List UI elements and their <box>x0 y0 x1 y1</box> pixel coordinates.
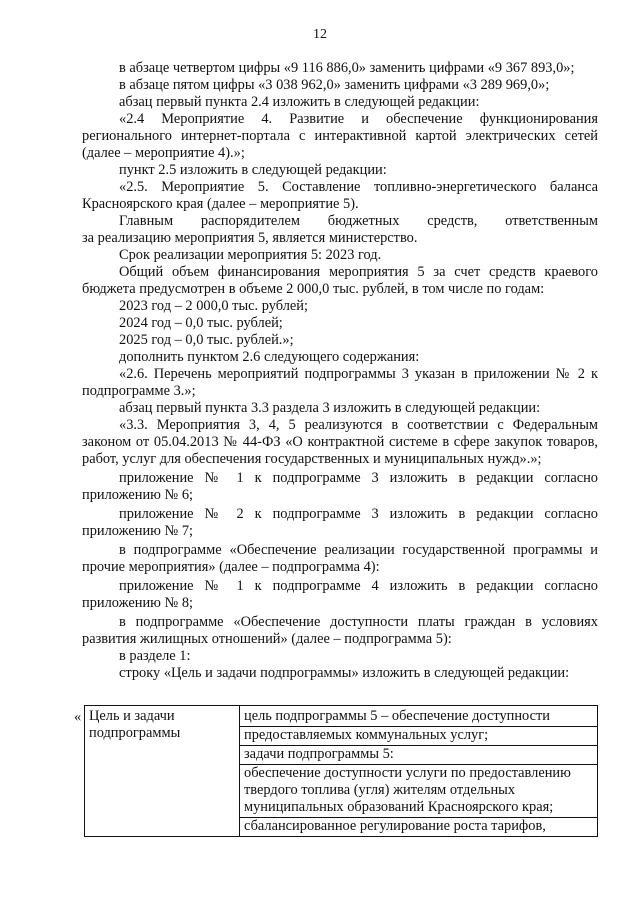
table-left-cell: Цель и задачи подпрограммы <box>85 706 240 837</box>
cell-line: обеспечение доступности услуги по предоставлению твердого топлива (угля) жителям отдельных муниципальных образований Красноярского края; <box>240 765 597 818</box>
paragraph: абзац первый пункта 2.4 изложить в следующей редакции: <box>119 94 480 110</box>
paragraph: в подпрограмме «Обеспечение реализации государственной программы и прочие мероприятия» (далее – подпрограмма 4): <box>82 542 598 575</box>
paragraph: в абзаце четвертом цифры «9 116 886,0» заменить цифрами «9 367 893,0»; <box>119 60 575 76</box>
table-row <box>85 706 598 837</box>
paragraph: строку «Цель и задачи подпрограммы» изложить в следующей редакции: <box>119 665 570 681</box>
paragraph: «2.6. Перечень мероприятий подпрограммы 3 указан в приложении № 2 к подпрограмме 3.»; <box>82 366 598 399</box>
cell-line: сбалансированное регулирование роста тарифов, <box>244 818 546 834</box>
paragraph: в абзаце пятом цифры «3 038 962,0» заменить цифрами «3 289 969,0»; <box>119 77 550 93</box>
paragraph: регионального интернет-портала с интерактивной картой электрических сетей (далее – мероприятие 4).»; <box>82 128 598 161</box>
paragraph: приложение № 1 к подпрограмме 3 изложить в редакции согласно приложению № 6; <box>82 470 598 503</box>
cell-line: предоставляемых коммунальных услуг; <box>240 727 597 746</box>
page-number: 12 <box>313 27 327 42</box>
paragraph: Срок реализации мероприятия 5: 2023 год. <box>119 247 382 263</box>
paragraph: дополнить пунктом 2.6 следующего содержания: <box>119 349 420 365</box>
cell-line: цель подпрограммы 5 – обеспечение доступности <box>240 708 597 727</box>
paragraph: пункт 2.5 изложить в следующей редакции: <box>119 162 387 178</box>
table-right-cell <box>240 706 598 837</box>
paragraph: приложение № 1 к подпрограмме 4 изложить в редакции согласно приложению № 8; <box>82 578 598 611</box>
paragraph: Красноярского края (далее – мероприятие 5). <box>82 196 359 212</box>
goal-table <box>84 705 598 837</box>
document-body <box>82 60 598 682</box>
paragraph: «2.4 Мероприятие 4. Развитие и обеспечение функционирования <box>119 111 598 127</box>
paragraph: за реализацию мероприятия 5, является министерство. <box>82 230 418 246</box>
open-quote-mark: « <box>74 709 82 725</box>
paragraph: в разделе 1: <box>119 648 191 664</box>
paragraph: 2024 год – 0,0 тыс. рублей; <box>119 315 283 331</box>
paragraph: абзац первый пункта 3.3 раздела 3 изложить в следующей редакции: <box>119 400 541 416</box>
paragraph: приложение № 2 к подпрограмме 3 изложить в редакции согласно приложению № 7; <box>82 506 598 539</box>
cell-line: задачи подпрограммы 5: <box>240 746 597 765</box>
paragraph: 2025 год – 0,0 тыс. рублей.»; <box>119 332 294 348</box>
paragraph: в подпрограмме «Обеспечение доступности платы граждан в условиях развития жилищных отношений» (далее – подпрограмма 5): <box>82 614 598 647</box>
paragraph: Общий объем финансирования мероприятия 5 за счет средств краевого бюджета предусмотрен в объеме 2 000,0 тыс. рублей, в том числе по годам: <box>82 264 598 297</box>
paragraph: 2023 год – 2 000,0 тыс. рублей; <box>119 298 308 314</box>
paragraph: Главным распорядителем бюджетных средств, ответственным <box>119 213 598 229</box>
paragraph: «2.5. Мероприятие 5. Составление топливно-энергетического баланса <box>119 179 598 195</box>
paragraph: «3.3. Мероприятия 3, 4, 5 реализуются в соответствии с Федеральным законом от 05.04.2013 № 44-ФЗ «О контрактной системе в сфере закупок товаров, работ, услуг для обеспечения государственных и муниципальных нужд».»; <box>82 417 598 467</box>
